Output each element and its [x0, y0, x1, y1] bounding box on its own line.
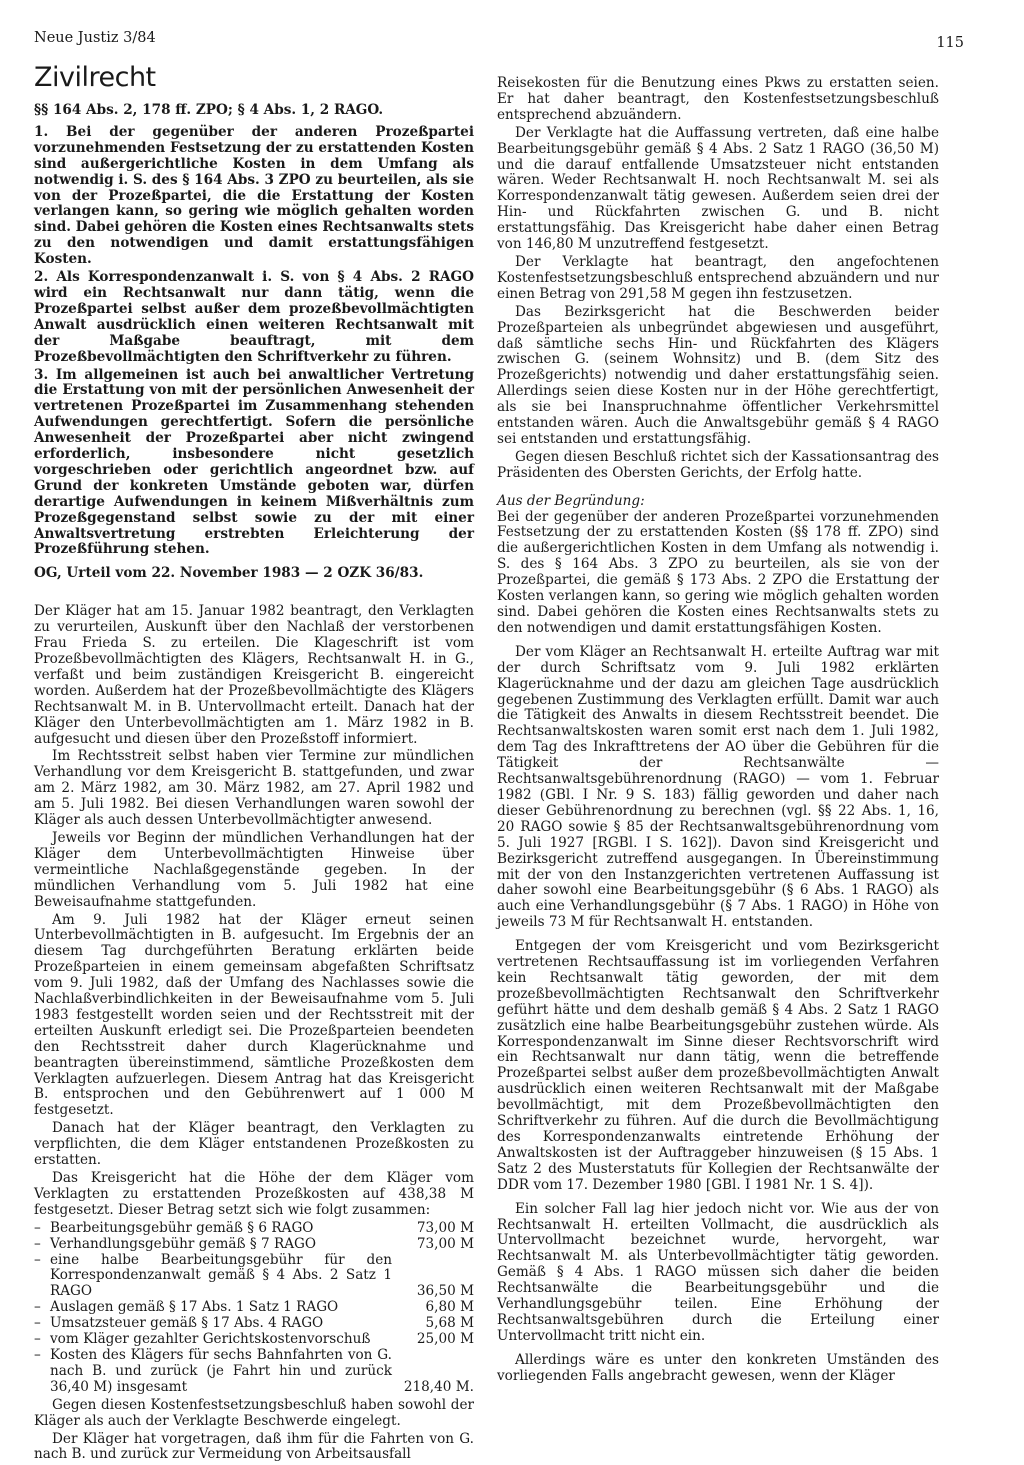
cost-label: Umsatzsteuer gemäß § 17 Abs. 4 RAGO — [50, 1315, 324, 1332]
body-paragraph: Allerdings wäre es unter den konkreten Umständen des vorliegenden Falls angebracht gewesen, wenn der Kläger — [497, 1351, 939, 1384]
journal-title: Neue Justiz 3/84 — [34, 30, 156, 46]
cost-amount: 73,00 M — [416, 1219, 474, 1236]
body-paragraph: Der Kläger hat vorgetragen, daß ihm für die Fahrten von G. nach B. und zurück zur Vermeidung von Arbeitsausfall — [34, 1430, 474, 1463]
court-decision-line: OG, Urteil vom 22. November 1983 — 2 OZK 36/83. — [34, 565, 424, 582]
body-paragraph: Der vom Kläger an Rechtsanwalt H. erteilte Auftrag war mit der durch Schriftsatz vom 9. Juli 1982 erklärten Klagerücknahme und der dazu am gleichen Tage ausdrücklich gegebenen Zustimmung des Verklagten erfüllt. Damit war auch die Tätigkeit des Anwalts in diesem Rechtsstreit beendet. Die Rechtsanwaltskosten waren somit erst nach dem 1. Juli 1982, dem Tag des Inkrafttretens der AO über die Gebühren für die Tätigkeit der Rechtsanwälte — Rechtsanwaltsgebührenordnung (RAGO) — vom 1. Februar 1982 (GBl. I Nr. 9 S. 183) fällig geworden und daher nach dieser Gebührenordnung zu berechnen (vgl. §§ 22 Abs. 1, 16, 20 RAGO sowie § 85 der Rechtsanwaltsgebührenordnung vom 5. Juli 1927 [RGBl. I S. 162]). Davon sind Kreisgericht und Bezirksgericht zutreffend ausgegangen. In Übereinstimmung mit der von den Instanzgerichten vertretenen Auffassung ist daher sowohl eine Bearbeitungsgebühr (§ 6 Abs. 1 RAGO) als auch eine Verhandlungsgebühr (§ 7 Abs. 1 RAGO) in Höhe von jeweils 73 M für Rechtsanwalt H. entstanden. — [497, 643, 939, 931]
cost-amount: 5,68 M — [425, 1315, 474, 1332]
cost-item — [34, 1237, 474, 1253]
cost-item — [34, 1332, 474, 1348]
section-title: Zivilrecht — [34, 62, 156, 93]
cost-amount: 25,00 M — [416, 1331, 474, 1348]
cost-amount: 36,50 M — [416, 1283, 474, 1300]
leitsatz-3: 3. Im allgemeinen ist auch bei anwaltlicher Vertretung die Erstattung von mit der persönlichen Anwesenheit der vertretenen Prozeßpartei im Zusammenhang stehenden Aufwendungen gerechtfertigt. Sofern die persönliche Anwesenheit der Prozeßpartei aber nicht zwingend erforderlich, insbesondere nicht gesetzlich vorgeschrieben oder gerichtlich angeordnet bzw. auf Grund der konkreten Umstände geboten war, dürfen derartige Aufwendungen in keinem Mißverhältnis zum Prozeßgegenstand selbst sowie zu der mit einer Anwaltsvertretung erstrebten Erleichterung der Prozeßführung stehen. — [34, 366, 474, 558]
cost-amount: 6,80 M — [425, 1299, 474, 1316]
cost-item — [34, 1348, 474, 1396]
cost-item — [34, 1221, 474, 1237]
cost-item — [34, 1253, 474, 1301]
page-number: 115 — [936, 35, 964, 51]
cost-label: Kosten des Klägers für sechs Bahnfahrten von G. nach B. und zurück (je Fahrt hin und zurück 36,40 M) insgesamt — [50, 1346, 392, 1395]
dash-bullet: – — [34, 1251, 41, 1268]
leitsatz-1: 1. Bei der gegenüber der anderen Prozeßpartei vorzunehmenden Festsetzung der zu erstattenden Kosten sind außergerichtliche Kosten in dem Umfang als notwendig i. S. des § 164 Abs. 3 ZPO zu beurteilen, als sie von der Prozeßpartei, die die Erstattung der Kosten verlangen kann, so gering wie möglich gehalten worden sind. Dabei gehören die Kosten eines Rechtsanwalts stets zu den notwendigen und damit erstattungsfähigen Kosten. — [34, 123, 474, 268]
body-paragraph: Gegen diesen Beschluß richtet sich der Kassationsantrag des Präsidenten des Obersten Gerichts, der Erfolg hatte. — [497, 448, 939, 481]
cost-item — [34, 1300, 474, 1316]
cost-label: eine halbe Bearbeitungsgebühr für den Korrespondenzanwalt gemäß § 4 Abs. 2 Satz 1 RAGO — [50, 1251, 392, 1300]
left-column — [34, 62, 474, 1465]
dash-bullet: – — [34, 1219, 41, 1236]
cost-amount: 218,40 M. — [403, 1378, 474, 1395]
body-paragraph: Gegen diesen Kostenfestsetzungsbeschluß haben sowohl der Kläger als auch der Verklagte Beschwerde eingelegt. — [34, 1396, 474, 1429]
right-column — [497, 76, 939, 1387]
dash-bullet: – — [34, 1346, 41, 1363]
body-paragraph: Am 9. Juli 1982 hat der Kläger erneut seinen Unterbevollmächtigten in B. aufgesucht. Im Ergebnis der an diesem Tag durchgeführten Beratung erklärten beide Prozeßparteien in einem gemeinsam abgefaßten Schriftsatz vom 9. Juli 1982, daß der Umfang des Nachlasses sowie die Nachlaßverbindlichkeiten in der Beweisaufnahme vom 5. Juli 1983 festgestellt worden seien und der Rechtsstreit mit der erteilten Auskunft erledigt sei. Die Prozeßparteien beendeten den Rechtsstreit daher durch Klagerücknahme und beantragten übereinstimmend, sämtliche Prozeßkosten dem Verklagten aufzuerlegen. Diesem Antrag hat das Kreisgericht B. entsprochen und den Gebührenwert auf 1 000 M festgesetzt. — [34, 911, 474, 1119]
norm-references: §§ 164 Abs. 2, 178 ff. ZPO; § 4 Abs. 1, 2 RAGO. — [34, 102, 384, 118]
cost-label: Verhandlungsgebühr gemäß § 7 RAGO — [50, 1235, 317, 1252]
reasons-heading: Aus der Begründung: — [497, 492, 645, 509]
cost-label: Bearbeitungsgebühr gemäß § 6 RAGO — [50, 1219, 314, 1236]
body-paragraph: Reisekosten für die Benutzung eines Pkws zu erstatten seien. Er hat daher beantragt, den Kostenfestsetzungsbeschluß entsprechend abzuändern. — [497, 75, 939, 123]
cost-item — [34, 1316, 474, 1332]
dash-bullet: – — [34, 1331, 41, 1348]
body-paragraph: Danach hat der Kläger beantragt, den Verklagten zu verpflichten, die dem Kläger entstandenen Prozeßkosten zu erstatten. — [34, 1120, 474, 1169]
body-paragraph: Entgegen der vom Kreisgericht und vom Bezirksgericht vertretenen Rechtsauffassung ist im vorliegenden Verfahren kein Rechtsanwalt tätig geworden, der mit dem prozeßbevollmächtigten Rechtsanwalt den Schriftverkehr geführt hätte und dem deshalb gemäß § 4 Abs. 2 Satz 1 RAGO zusätzlich eine halbe Bearbeitungsgebühr zustehen würde. Als Korrespondenzanwalt im Sinne dieser Rechtsvorschrift wird ein Rechtsanwalt nur dann tätig, wenn die betreffende Prozeßpartei selbst außer dem prozeßbevollmächtigten Anwalt ausdrücklich einen weiteren Rechtsanwalt mit der Maßgabe bevollmächtigt, mit dem Prozeßbevollmächtigten den Schriftverkehr zu führen. Auf die durch die Bevollmächtigung des Korrespondenzanwalts eintretende Erhöhung der Anwaltskosten ist der Auftraggeber hinzuweisen (§ 15 Abs. 1 Satz 2 des Musterstatuts für Kollegien der Rechtsanwälte der DDR vom 17. Dezember 1980 [GBl. I 1981 Nr. 1 S. 4]). — [497, 938, 939, 1193]
cost-label: Auslagen gemäß § 17 Abs. 1 Satz 1 RAGO — [50, 1299, 339, 1316]
dash-bullet: – — [34, 1299, 41, 1316]
body-paragraph: Bei der gegenüber der anderen Prozeßpartei vorzunehmenden Festsetzung der zu erstattenden Kosten (§§ 178 ff. ZPO) sind die außergerichtlichen Kosten in dem Umfang als notwendig i. S. des § 164 Abs. 3 ZPO zu beurteilen, als sie von der Prozeßpartei, die gemäß § 173 Abs. 2 ZPO die Erstattung der Kosten verlangen kann, so gering wie möglich gehalten worden sind. Dabei gehören die Kosten eines Rechtsanwalts stets zu den notwendigen und damit erstattungsfähigen Kosten. — [497, 508, 939, 636]
body-paragraph: Jeweils vor Beginn der mündlichen Verhandlungen hat der Kläger dem Unterbevollmächtigten Hinweise über vermeintliche Nachlaßgegenstände gegeben. In der mündlichen Verhandlung vom 5. Juli 1982 hat eine Beweisaufnahme stattgefunden. — [34, 829, 474, 910]
body-paragraph: Der Kläger hat am 15. Januar 1982 beantragt, den Verklagten zu verurteilen, Auskunft über den Nachlaß der verstorbenen Frau Frieda S. zu erteilen. Die Klageschrift ist vom Prozeßbevollmächtigten des Klägers, Rechtsanwalt H. in G., verfaßt und beim zuständigen Kreisgericht B. eingereicht worden. Außerdem hat der Prozeßbevollmächtigte des Klägers Rechtsanwalt M. in B. Untervollmacht erteilt. Danach hat der Kläger den Unterbevollmächtigten am 1. März 1982 in B. aufgesucht und diesen über den Prozeßstoff informiert. — [34, 603, 474, 747]
body-paragraph: Der Verklagte hat die Auffassung vertreten, daß eine halbe Bearbeitungsgebühr gemäß § 4 Abs. 2 Satz 1 RAGO (36,50 M) und die darauf entfallende Umsatzsteuer nicht entstanden wären. Weder Rechtsanwalt H. noch Rechtsanwalt M. sei als Korrespondenzanwalt tätig gewesen. Außerdem seien drei der Hin- und Rückfahrten zwischen G. und B. nicht erstattungsfähig. Das Kreisgericht habe daher einen Betrag von 146,80 M unzutreffend festgesetzt. — [497, 124, 939, 253]
running-head — [34, 30, 964, 54]
body-paragraph: Ein solcher Fall lag hier jedoch nicht vor. Wie aus der von Rechtsanwalt H. erteilten Vollmacht, die ausdrücklich als Untervollmacht bezeichnet wurde, hervorgeht, war Rechtsanwalt M. als Unterbevollmächtigter tätig geworden. Gemäß § 4 Abs. 1 RAGO müssen sich daher die beiden Rechtsanwälte die Bearbeitungsgebühr und die Verhandlungsgebühr teilen. Eine Erhöhung der Rechtsanwaltsgebühren durch die Erteilung einer Untervollmacht tritt nicht ein. — [497, 1200, 939, 1344]
dash-bullet: – — [34, 1235, 41, 1252]
body-paragraph: Das Bezirksgericht hat die Beschwerden beider Prozeßparteien als unbegründet abgewiesen und ausgeführt, daß sämtliche sechs Hin- und Rückfahrten des Klägers zwischen G. (seinem Wohnsitz) und B. (dem Sitz des Prozeßgerichts) notwendig und daher erstattungsfähig seien. Allerdings seien diese Kosten nur in der Höhe gerechtfertigt, als sie bei Inanspruchnahme öffentlicher Verkehrsmittel entstanden wären. Auch die Anwaltsgebühr gemäß § 4 RAGO sei entstanden und erstattungsfähig. — [497, 303, 939, 447]
cost-amount: 73,00 M — [416, 1235, 474, 1252]
leitsatz-2: 2. Als Korrespondenzanwalt i. S. von § 4 Abs. 2 RAGO wird ein Rechtsanwalt nur dann tätig, wenn die Prozeßpartei selbst außer dem prozeßbevollmächtigten Anwalt ausdrücklich einen weiteren Rechtsanwalt mit der Maßgabe beauftragt, mit dem Prozeßbevollmächtigten den Schriftverkehr zu führen. — [34, 269, 474, 365]
body-paragraph: Im Rechtsstreit selbst haben vier Termine zur mündlichen Verhandlung vor dem Kreisgericht B. stattgefunden, und zwar am 2. März 1982, am 30. März 1982, am 27. April 1982 und am 5. Juli 1982. Bei diesen Verhandlungen waren sowohl der Kläger als auch dessen Unterbevollmächtigter anwesend. — [34, 748, 474, 829]
cost-label: vom Kläger gezahlter Gerichtskostenvorschuß — [50, 1331, 371, 1348]
cost-list — [34, 1221, 474, 1396]
body-paragraph: Das Kreisgericht hat die Höhe der dem Kläger vom Verklagten zu erstattenden Prozeßkosten auf 438,38 M festgesetzt. Dieser Betrag setzt sich wie folgt zusammen: — [34, 1170, 474, 1218]
dash-bullet: – — [34, 1315, 41, 1332]
body-paragraph: Der Verklagte hat beantragt, den angefochtenen Kostenfestsetzungsbeschluß entsprechend abzuändern und nur einen Betrag von 291,58 M gegen ihn festzusetzen. — [497, 253, 939, 302]
